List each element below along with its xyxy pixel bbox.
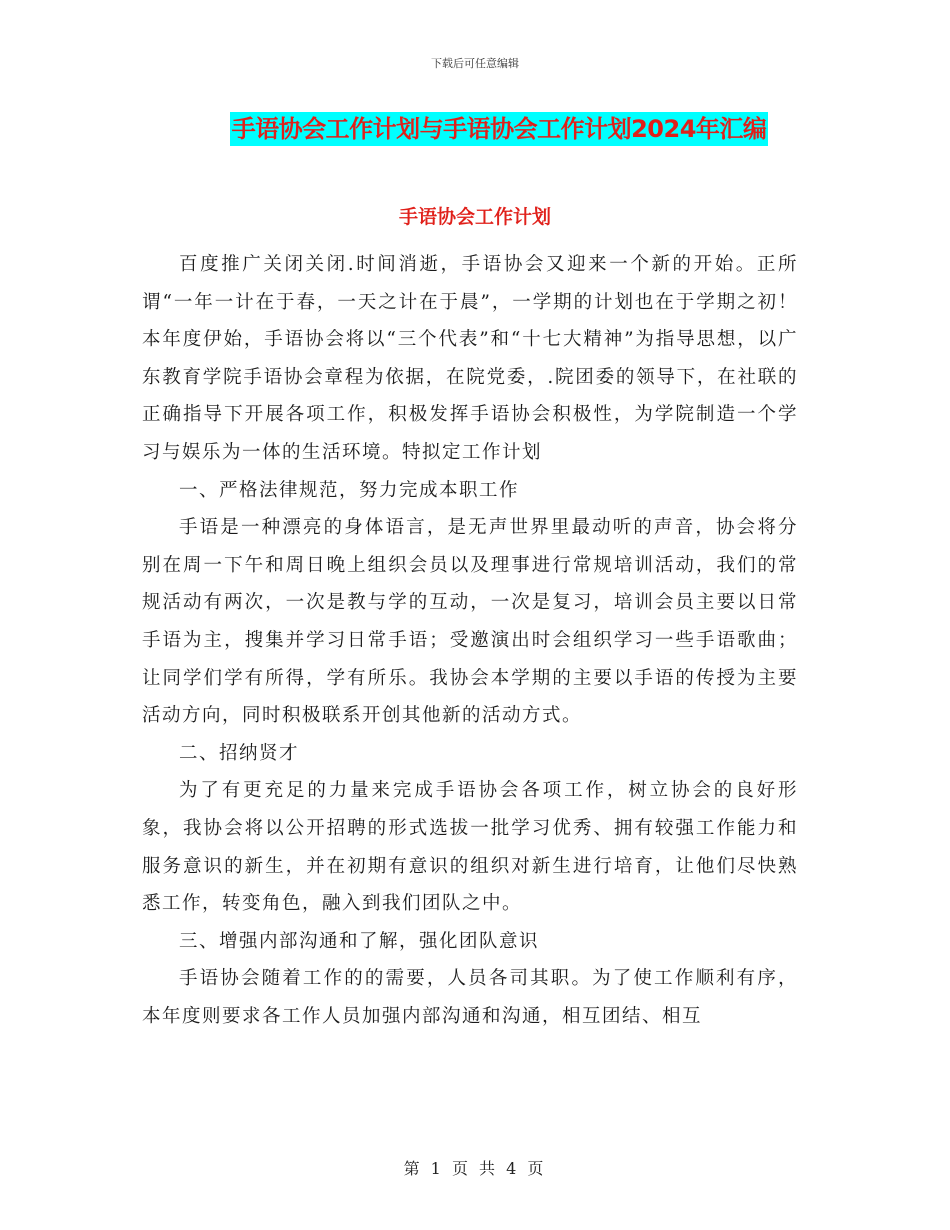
paragraph-one: 手语是一种漂亮的身体语言，是无声世界里最动听的声音，协会将分别在周一下午和周日晚上组织会员以及理事进行常规培训活动，我们的常规活动有两次，一次是教与学的互动，一次是复习，培训会员主要以日常手语为主，搜集并学习日常手语；受邀演出时会组织学习一些手语歌曲；让同学们学有所得，学有所乐。我协会本学期的主要以手语的传授为主要活动方向，同时积极联系开创其他新的活动方式。 [142, 517, 798, 727]
section-title: 手语协会工作计划 [398, 206, 551, 228]
paragraph-three: 手语协会随着工作的的需要，人员各司其职。为了使工作顺利有序，本年度则要求各工作人员加强内部沟通和沟通，相互团结、相互 [142, 968, 798, 1027]
document-title: 手语协会工作计划与手语协会工作计划2024年汇编 [230, 112, 769, 146]
document-title-container [0, 112, 950, 146]
page-footer: 第 1 页 共 4 页 [403, 1159, 547, 1178]
header-note: 下载后可任意编辑 [431, 57, 519, 70]
paragraph-two: 为了有更充足的力量来完成手语协会各项工作，树立协会的良好形象，我协会将以公开招聘的形式选拔一批学习优秀、拥有较强工作能力和服务意识的新生，并在初期有意识的组织对新生进行培育，让他们尽快熟悉工作，转变角色，融入到我们团队之中。 [142, 780, 798, 915]
heading-one: 一、严格法律规范，努力完成本职工作 [179, 479, 520, 501]
document-body [142, 246, 798, 1035]
paragraph-intro: 百度推广关闭关闭.时间消逝，手语协会又迎来一个新的开始。正所谓“一年一计在于春，一天之计在于晨”，一学期的计划也在于学期之初！本年度伊始，手语协会将以“三个代表”和“十七大精神”为指导思想，以广东教育学院手语协会章程为依据，在院党委，.院团委的领导下，在社联的正确指导下开展各项工作，积极发挥手语协会积极性，为学院制造一个学习与娱乐为一体的生活环境。特拟定工作计划 [142, 254, 798, 463]
heading-three: 三、增强内部沟通和了解，强化团队意识 [179, 930, 540, 952]
heading-two: 二、招纳贤才 [179, 742, 300, 764]
